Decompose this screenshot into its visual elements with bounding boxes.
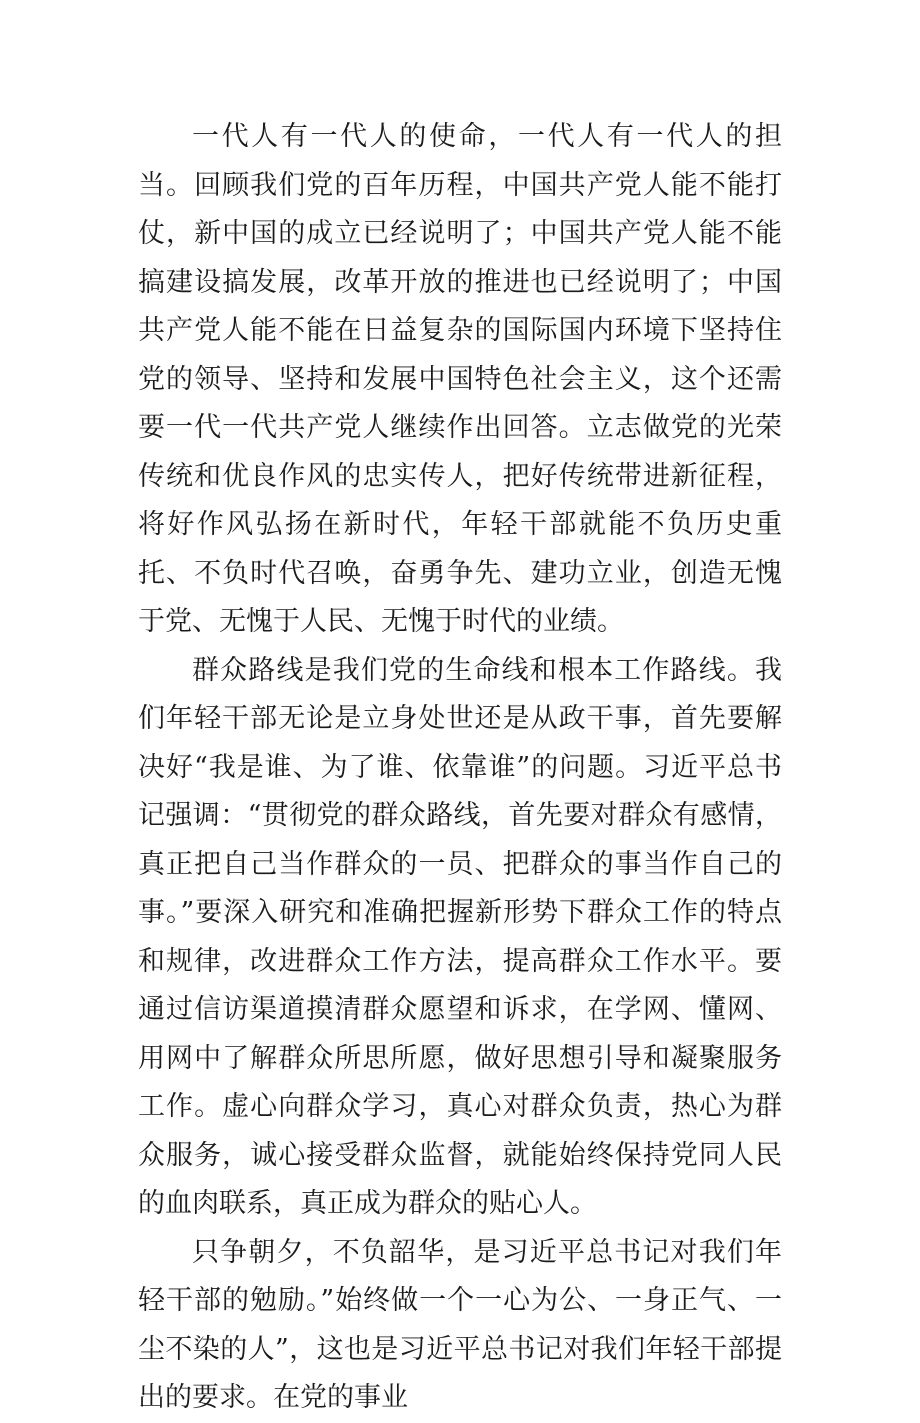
paragraph-mission: 一代人有一代人的使命，一代人有一代人的担当。回顾我们党的百年历程，中国共产党人能不能打仗，新中国的成立已经说明了；中国共产党人能不能搞建设搞发展，改革开放的推进也已经说明了；中国共产党人能不能在日益复杂的国际国内环境下坚持住党的领导、坚持和发展中国特色社会主义，这个还需要一代一代共产党人继续作出回答。立志做党的光荣传统和优良作风的忠实传人，把好传统带进新征程，将好作风弘扬在新时代，年轻干部就能不负历史重托、不负时代召唤，奋勇争先、建功立业，创造无愧于党、无愧于人民、无愧于时代的业绩。	[138, 121, 782, 637]
paragraph-mass-line: 群众路线是我们党的生命线和根本工作路线。我们年轻干部无论是立身处世还是从政干事，首先要解决好“我是谁、为了谁、依靠谁”的问题。习近平总书记强调：“贯彻党的群众路线，首先要对群众有感情，真正把自己当作群众的一员、把群众的事当作自己的事。”要深入研究和准确把握新形势下群众工作的特点和规律，改进群众工作方法，提高群众工作水平。要通过信访渠道摸清群众愿望和诉求，在学网、懂网、用网中了解群众所思所愿，做好思想引导和凝聚服务工作。虚心向群众学习，真心对群众负责，热心为群众服务，诚心接受群众监督，就能始终保持党同人民的血肉联系，真正成为群众的贴心人。	[138, 654, 782, 1219]
paragraph-seize-the-day: 只争朝夕，不负韶华，是习近平总书记对我们年轻干部的勉励。”始终做一个一心为公、一身正气、一尘不染的人”，这也是习近平总书记对我们年轻干部提出的要求。在党的事业	[138, 1236, 782, 1413]
document-body	[138, 113, 782, 1423]
